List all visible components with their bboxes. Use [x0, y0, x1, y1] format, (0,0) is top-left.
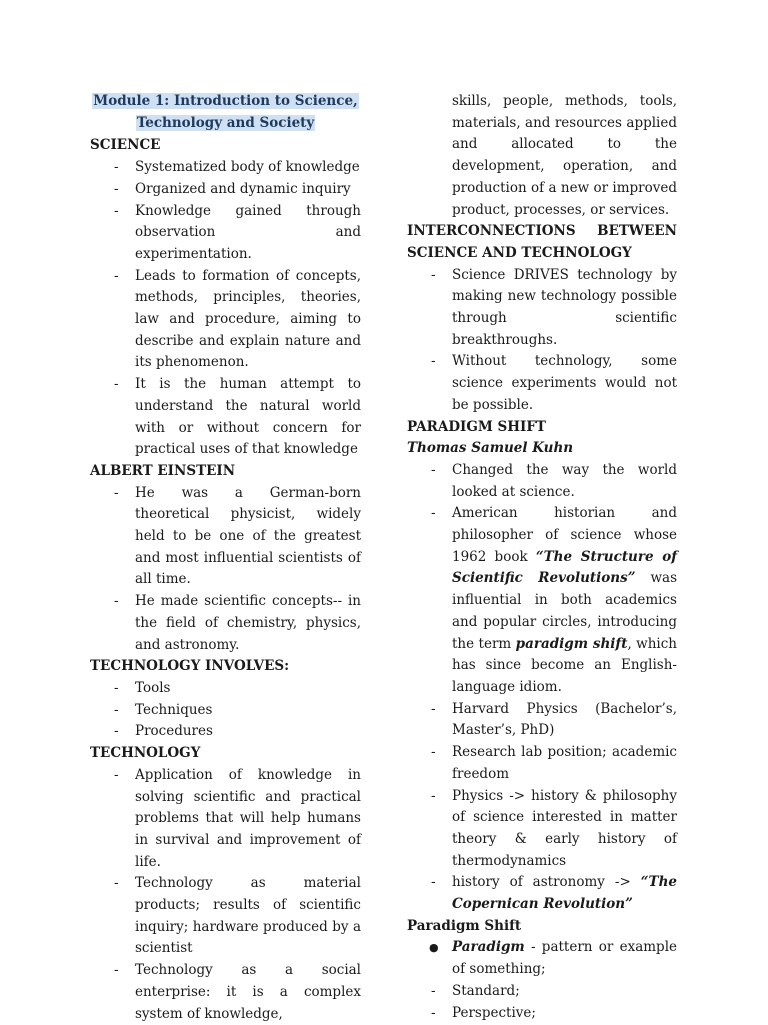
module-title-line-1: Module 1: Introduction to Science, — [93, 93, 358, 109]
list-item: - Techniques — [114, 701, 213, 718]
book-title: “The Copernican Revolution” — [452, 874, 677, 913]
science-heading: SCIENCE — [90, 137, 161, 154]
interconnections-heading-line-1: INTERCONNECTIONS BETWEEN — [407, 223, 677, 240]
list-item: - American historian and philosopher of science whose 1962 book “The Structure of Scientific Revolutions” was influential in both academics and popular circles, introducing the term paradigm shift, which has since become an English-language idiom. — [431, 505, 677, 695]
list-item: - He was a German-born theoretical physicist, widely held to be one of the greatest and most influential scientists of all time. — [114, 484, 361, 588]
list-item: - Organized and dynamic inquiry — [114, 180, 351, 197]
technology-involves-heading: TECHNOLOGY INVOLVES: — [90, 658, 290, 675]
bullet-icon: ● — [429, 941, 439, 955]
list-item: - Science DRIVES technology by making new technology possible through scientific breakthroughs. — [431, 266, 677, 348]
book-title: “The Structure of Scientific Revolutions” — [452, 548, 677, 587]
right-column — [407, 91, 677, 1024]
list-item: - Harvard Physics (Bachelor’s, Master’s, PhD) — [431, 700, 677, 739]
list-item: - Technology as a social enterprise: it is a complex system of knowledge, — [114, 962, 361, 1022]
einstein-heading: ALBERT EINSTEIN — [90, 462, 236, 479]
list-item: - Systematized body of knowledge — [114, 159, 360, 176]
list-item: - Standard; — [431, 982, 520, 999]
list-item: - Without technology, some science experiments would not be possible. — [431, 353, 677, 413]
left-column — [90, 91, 361, 1025]
bullet-item: ● Paradigm - pattern or example of something; — [429, 939, 677, 978]
list-item: - Tools — [114, 679, 171, 696]
list-item: - He made scientific concepts-- in the field of chemistry, physics, and astronomy. — [114, 593, 361, 653]
list-item: - Leads to formation of concepts, methods, principles, theories, law and procedure, aiming to describe and explain nature and its phenomenon. — [114, 267, 361, 371]
interconnections-heading-line-2: SCIENCE AND TECHNOLOGY — [407, 244, 632, 261]
kuhn-subheading: Thomas Samuel Kuhn — [407, 440, 574, 457]
list-item: - Research lab position; academic freedom — [431, 744, 677, 782]
paradigm-shift-heading: PARADIGM SHIFT — [407, 418, 546, 435]
paradigm-shift-subheading: Paradigm Shift — [407, 917, 522, 934]
paradigm-shift-term: paradigm shift — [515, 635, 628, 652]
list-item: - Application of knowledge in solving scientific and practical problems that will help humans in survival and improvement of life. — [114, 766, 361, 870]
module-title-line-2: Technology and Society — [136, 114, 315, 131]
technology-heading: TECHNOLOGY — [90, 745, 201, 762]
list-item: - history of astronomy -> “The Copernican Revolution” — [431, 874, 677, 913]
list-item: - Technology as material products; results of scientific inquiry; hardware produced by a scientist — [114, 875, 361, 957]
list-item: - Changed the way the world looked at science. — [431, 461, 677, 500]
list-item: - Procedures — [114, 723, 213, 740]
module-title — [90, 91, 361, 134]
list-item: - It is the human attempt to understand the natural world with or without concern for practical uses of that knowledge — [114, 376, 361, 458]
list-item: - Knowledge gained through observation and experimentation. — [114, 202, 361, 262]
list-item: - Perspective; — [431, 1004, 536, 1021]
list-item: - Physics -> history & philosophy of science interested in matter theory & early history of thermodynamics — [431, 787, 677, 869]
technology-continuation: skills, people, methods, tools, materials, and resources applied and allocated to the development, operation, and production of a new or improved product, processes, or services. — [452, 93, 677, 218]
